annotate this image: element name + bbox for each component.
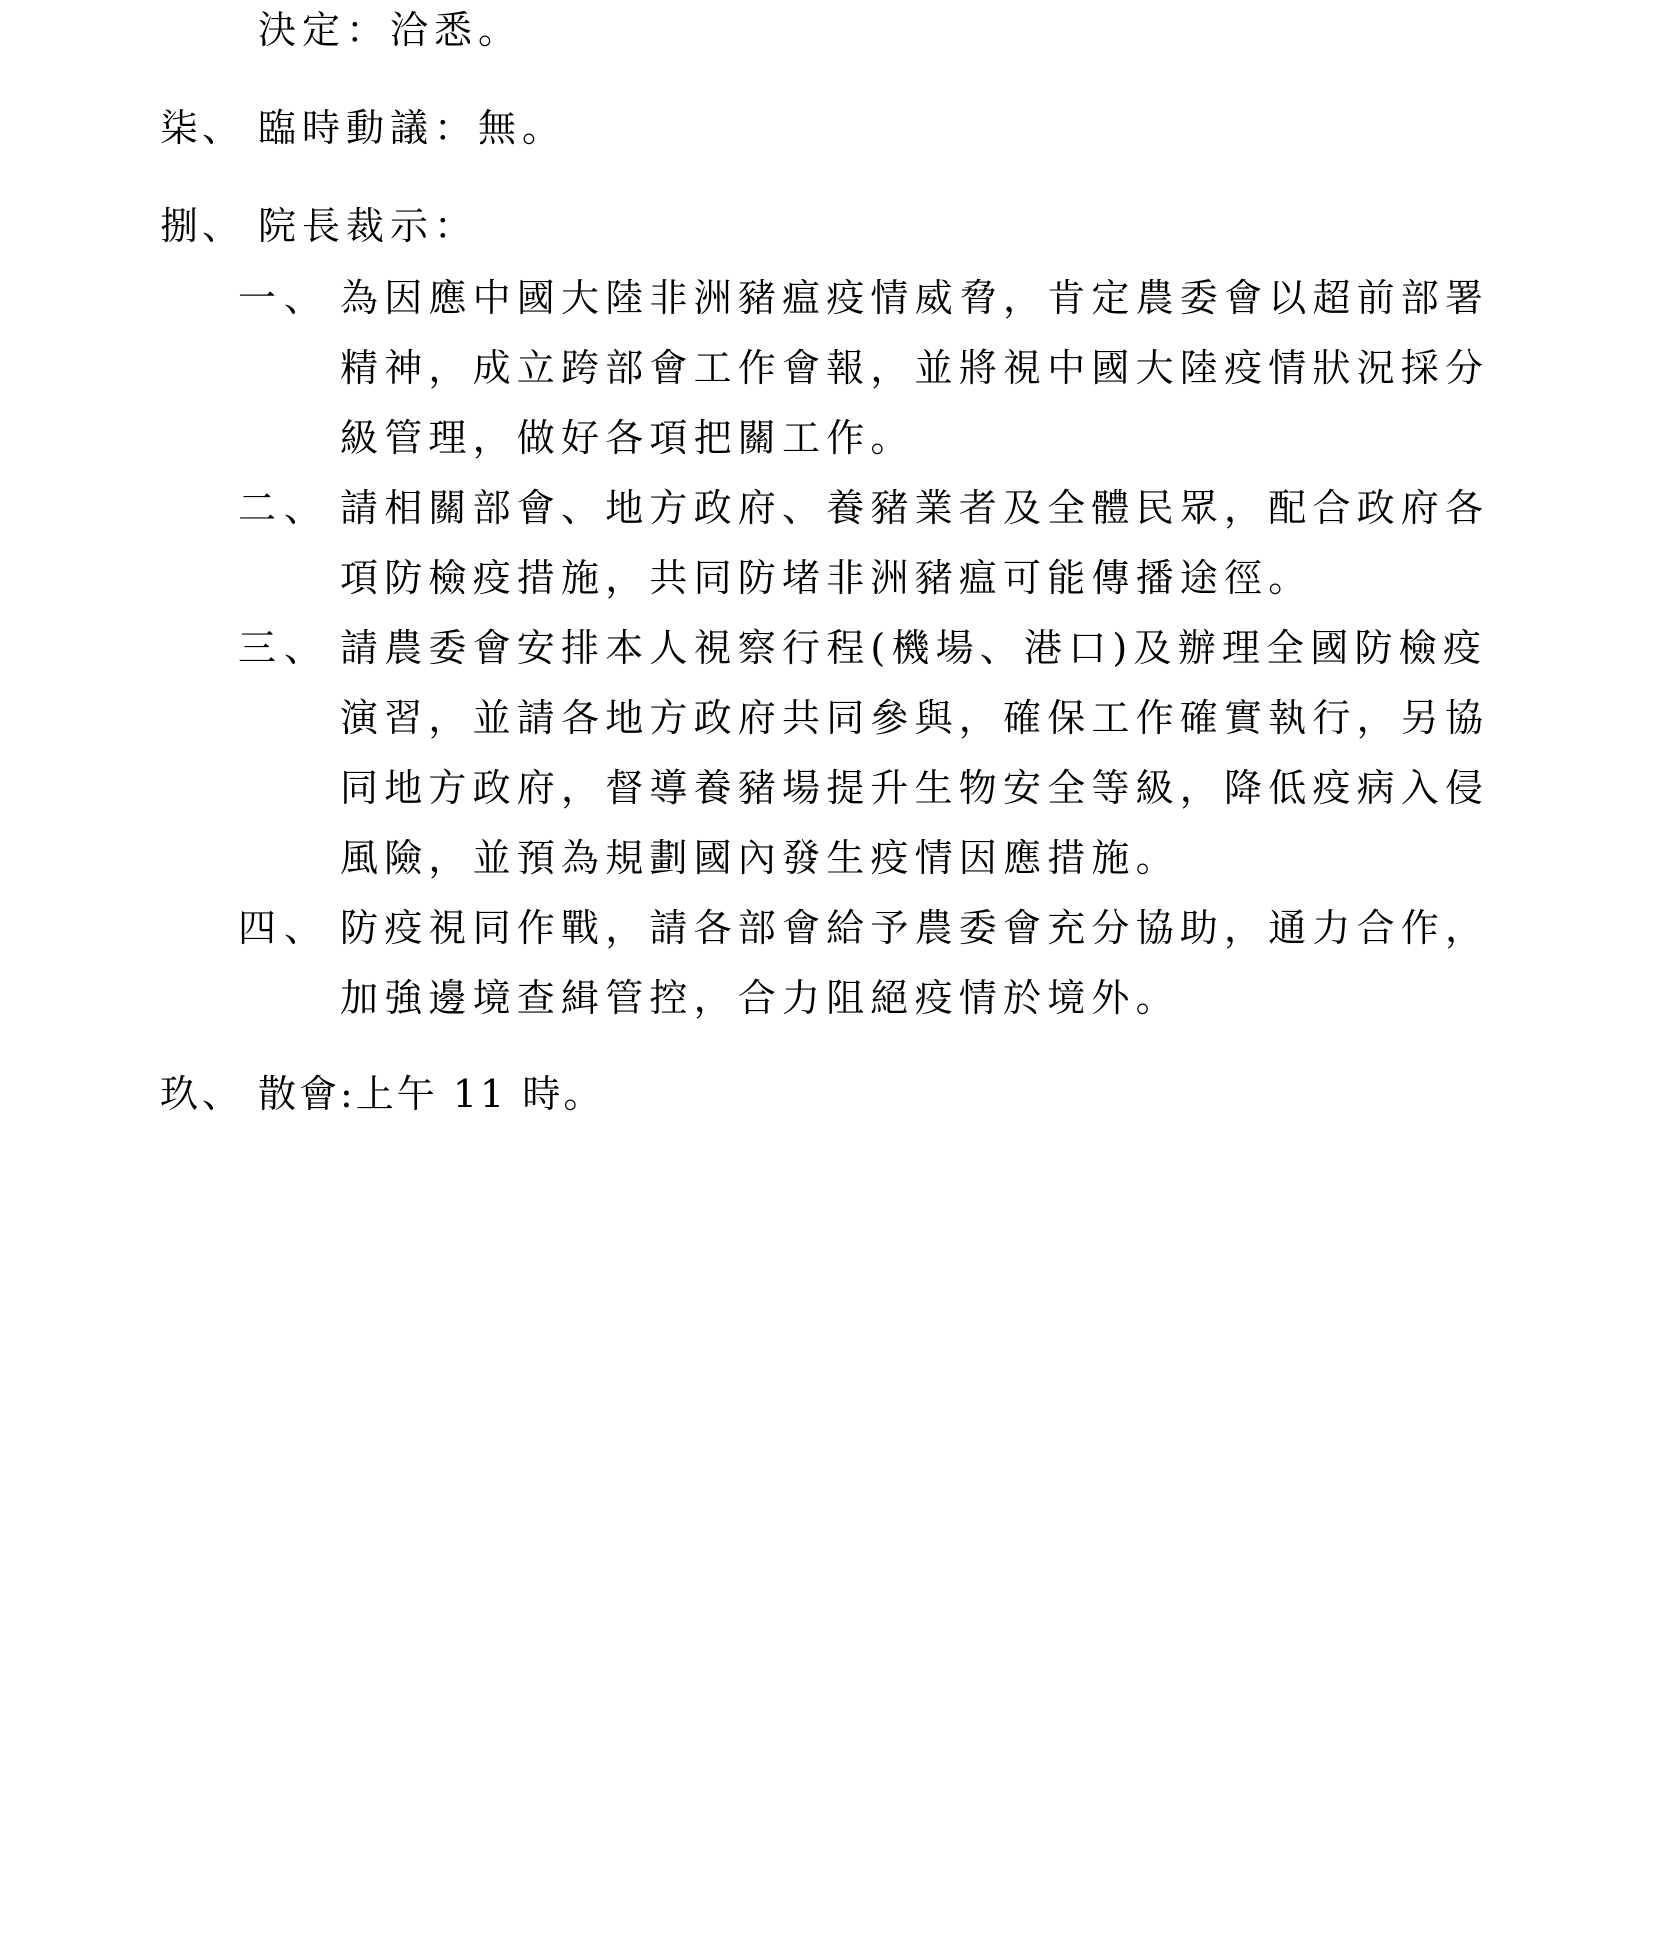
instruction-4-line-2: 加強邊境查緝管控，合力阻絕疫情於境外。	[340, 976, 1180, 1020]
instruction-1-line-1: 為因應中國大陸非洲豬瘟疫情威脅，肯定農委會以超前部署	[340, 276, 1490, 320]
section-9-text: 散會:上午 11 時。	[258, 1072, 605, 1116]
instruction-1-line-2: 精神，成立跨部會工作會報，並將視中國大陸疫情狀況採分	[340, 346, 1490, 390]
instruction-3-number: 三、	[238, 626, 331, 670]
instruction-1-number: 一、	[238, 276, 331, 320]
instruction-4-number: 四、	[238, 906, 331, 950]
section-8-number: 捌、	[160, 204, 245, 248]
instruction-2-line-1: 請相關部會、地方政府、養豬業者及全體民眾，配合政府各	[340, 486, 1490, 530]
instruction-2-line-2: 項防檢疫措施，共同防堵非洲豬瘟可能傳播途徑。	[340, 556, 1313, 600]
instruction-4-line-1: 防疫視同作戰，請各部會給予農委會充分協助，通力合作，	[340, 906, 1490, 950]
instruction-3-line-4: 風險，並預為規劃國內發生疫情因應措施。	[340, 836, 1180, 880]
section-8-text: 院長裁示：	[258, 204, 479, 248]
instruction-3-line-2: 演習，並請各地方政府共同參與，確保工作確實執行，另協	[340, 696, 1490, 740]
section-7-text: 臨時動議：無。	[258, 106, 567, 150]
instruction-1-line-3: 級管理，做好各項把關工作。	[340, 416, 915, 460]
section-9-number: 玖、	[160, 1072, 245, 1116]
section-7-number: 柒、	[160, 106, 245, 150]
decision-line: 決定：洽悉。	[258, 8, 523, 52]
instruction-2-number: 二、	[238, 486, 331, 530]
instruction-3-line-1: 請農委會安排本人視察行程(機場、港口)及辦理全國防檢疫	[340, 626, 1488, 670]
instruction-3-line-3: 同地方政府，督導養豬場提升生物安全等級，降低疫病入侵	[340, 766, 1490, 810]
